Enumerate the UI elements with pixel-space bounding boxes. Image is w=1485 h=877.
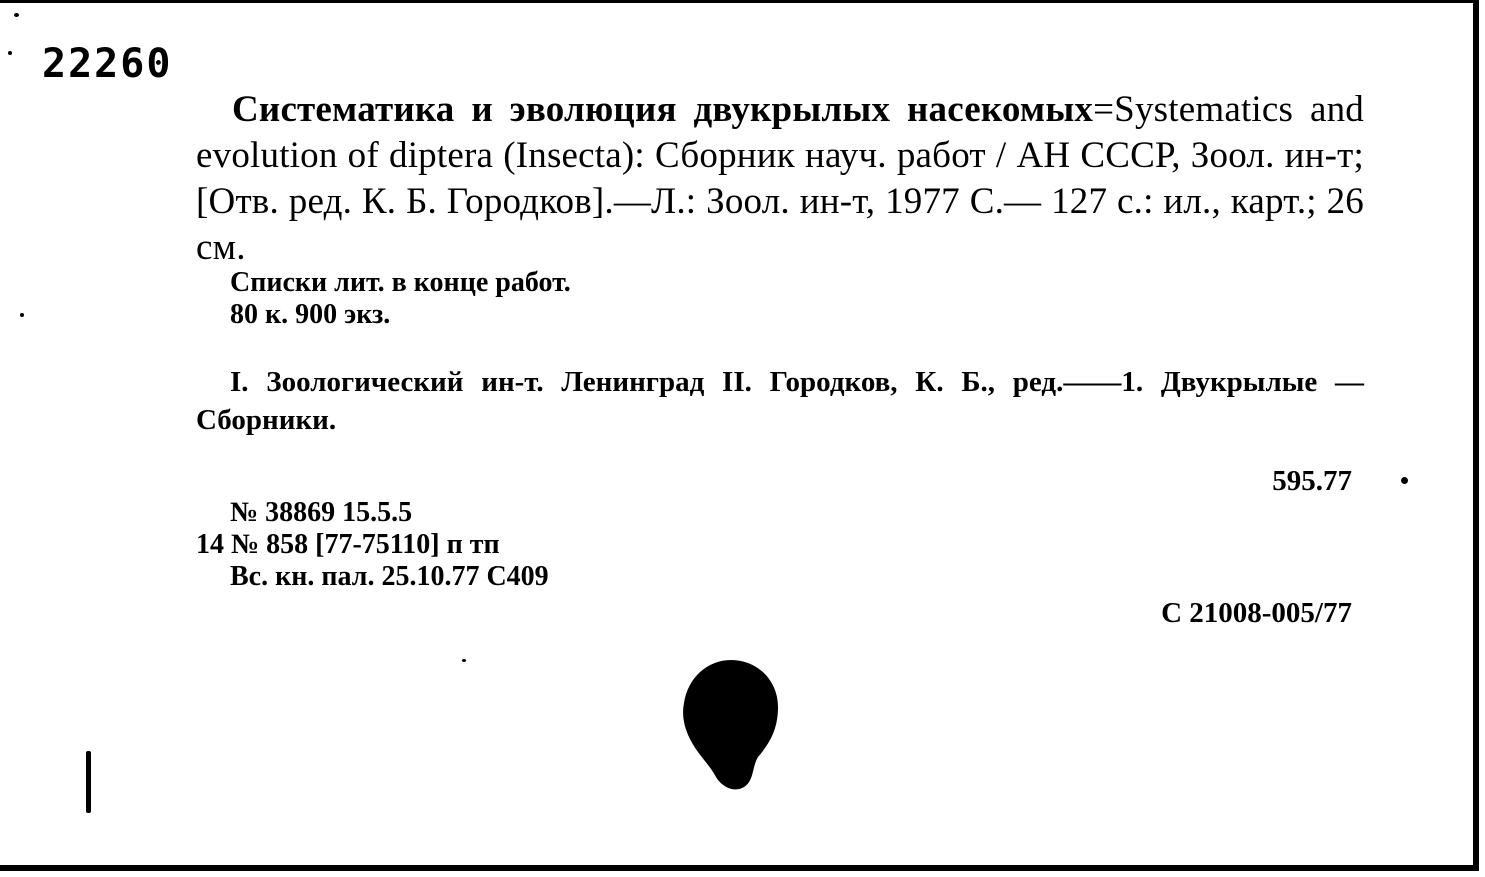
entry-title: Систематика и эволюция двукрылых насекомых — [232, 89, 1094, 130]
bibliography-note: Списки лит. в конце работ. — [230, 267, 571, 298]
entry-description: =Systematics and evolution of diptera (Insecta): Сборник науч. работ / АН СССР, Зоол. ин-т; [Отв. ред. К. Б. Городков].—Л.: Зоол. ин-т, 1977 С.— 127 с.: ил., карт.; 26 см. — [196, 89, 1364, 268]
speck — [14, 13, 19, 17]
speck — [1401, 477, 1408, 484]
call-number-value: 22260 — [42, 41, 173, 87]
book-chamber-line: Вс. кн. пал. 25.10.77 С409 — [230, 561, 549, 592]
tracings: I. Зоологический ин-т. Ленинград II. Городков, К. Б., ред.——1. Двукрылые — Сборники. — [196, 366, 1364, 436]
record-number: № 38869 15.5.5 — [230, 497, 413, 528]
price-copies: 80 к. 900 экз. — [230, 299, 391, 330]
call-number — [42, 41, 172, 87]
order-code: С 21008-005/77 — [1161, 597, 1352, 629]
bibliographic-entry — [196, 87, 1364, 271]
order-line: 14 № 858 [77-75110] п тп — [196, 529, 500, 560]
speck — [8, 51, 12, 55]
speck — [20, 313, 24, 317]
punch-hole — [676, 655, 786, 795]
margin-mark — [86, 751, 91, 813]
classification-number: 595.77 — [1272, 465, 1352, 497]
speck — [462, 659, 466, 662]
